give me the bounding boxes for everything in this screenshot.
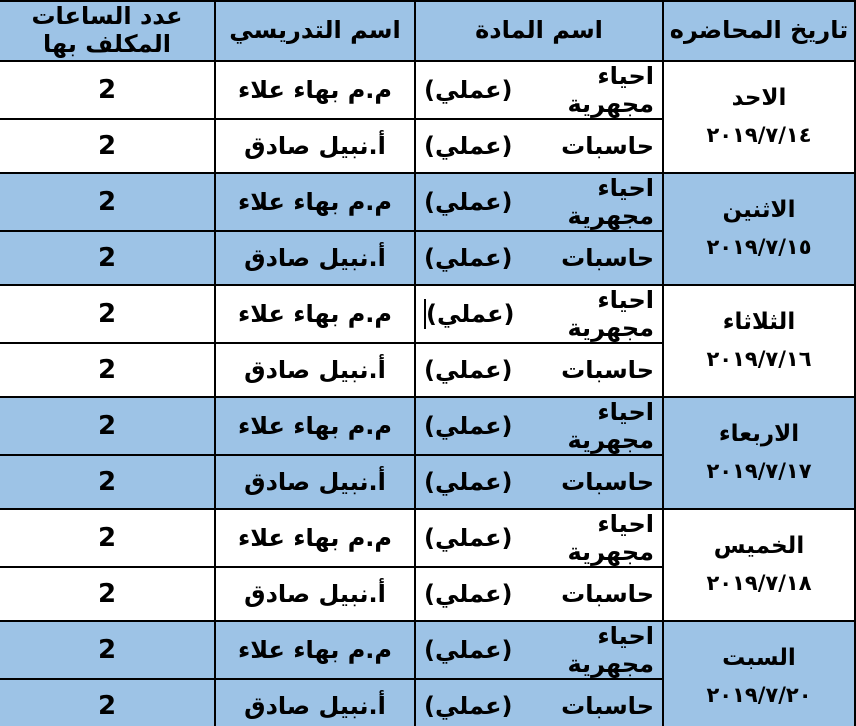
subject-name: حاسبات bbox=[561, 244, 654, 272]
table-row bbox=[0, 509, 855, 567]
subject-cell[interactable] bbox=[415, 173, 663, 231]
date-cell-thursday[interactable] bbox=[663, 509, 855, 621]
subject-cell[interactable] bbox=[415, 119, 663, 173]
instructor-cell[interactable]: م.م بهاء علاء bbox=[215, 397, 415, 455]
date-value: ٢٠١٩/٧/١٦ bbox=[706, 347, 812, 372]
table-row bbox=[0, 621, 855, 679]
session-type: (عملي) bbox=[424, 356, 513, 384]
session-type: (عملي) bbox=[424, 132, 513, 160]
date-cell-saturday[interactable] bbox=[663, 621, 855, 726]
instructor-cell[interactable]: أ.نبيل صادق bbox=[215, 119, 415, 173]
date-cell-wednesday[interactable] bbox=[663, 397, 855, 509]
hours-cell[interactable]: 2 bbox=[0, 397, 215, 455]
session-type: (عملي) bbox=[424, 636, 513, 664]
subject-cell[interactable] bbox=[415, 285, 663, 343]
subject-cell[interactable] bbox=[415, 621, 663, 679]
subject-cell[interactable] bbox=[415, 567, 663, 621]
session-type: (عملي) bbox=[426, 300, 515, 328]
instructor-cell[interactable]: م.م بهاء علاء bbox=[215, 285, 415, 343]
date-value: ٢٠١٩/٧/٢٠ bbox=[706, 683, 812, 708]
subject-name: حاسبات bbox=[561, 692, 654, 720]
hours-cell[interactable]: 2 bbox=[0, 343, 215, 397]
instructor-cell[interactable]: أ.نبيل صادق bbox=[215, 231, 415, 285]
day-name: الثلاثاء bbox=[722, 309, 796, 336]
instructor-cell[interactable]: م.م بهاء علاء bbox=[215, 509, 415, 567]
hours-cell[interactable]: 2 bbox=[0, 455, 215, 509]
session-type: (عملي) bbox=[424, 580, 513, 608]
session-type: (عملي) bbox=[424, 412, 513, 440]
subject-cell[interactable] bbox=[415, 509, 663, 567]
date-value: ٢٠١٩/٧/١٥ bbox=[706, 235, 812, 260]
day-name: الخميس bbox=[713, 533, 805, 560]
session-type: (عملي) bbox=[424, 244, 513, 272]
date-value: ٢٠١٩/٧/١٤ bbox=[706, 123, 812, 148]
instructor-cell[interactable]: أ.نبيل صادق bbox=[215, 679, 415, 726]
session-type: (عملي) bbox=[424, 468, 513, 496]
subject-name: حاسبات bbox=[561, 132, 654, 160]
header-subject[interactable]: اسم المادة bbox=[415, 1, 663, 61]
hours-cell[interactable]: 2 bbox=[0, 173, 215, 231]
instructor-cell[interactable]: أ.نبيل صادق bbox=[215, 343, 415, 397]
hours-cell[interactable]: 2 bbox=[0, 509, 215, 567]
header-row bbox=[0, 1, 855, 61]
subject-name: حاسبات bbox=[561, 468, 654, 496]
instructor-cell[interactable]: م.م بهاء علاء bbox=[215, 173, 415, 231]
subject-cell[interactable] bbox=[415, 61, 663, 119]
hours-cell[interactable]: 2 bbox=[0, 231, 215, 285]
date-cell-tuesday[interactable] bbox=[663, 285, 855, 397]
day-name: السبت bbox=[722, 645, 796, 672]
instructor-cell[interactable]: م.م بهاء علاء bbox=[215, 621, 415, 679]
subject-name: احياء مجهرية bbox=[567, 622, 654, 678]
text-cursor bbox=[424, 299, 426, 329]
table-row bbox=[0, 173, 855, 231]
hours-cell[interactable]: 2 bbox=[0, 679, 215, 726]
hours-cell[interactable]: 2 bbox=[0, 119, 215, 173]
instructor-cell[interactable]: أ.نبيل صادق bbox=[215, 567, 415, 621]
date-value: ٢٠١٩/٧/١٧ bbox=[706, 459, 812, 484]
subject-cell[interactable] bbox=[415, 455, 663, 509]
subject-name: احياء مجهرية bbox=[567, 398, 654, 454]
header-instructor[interactable]: اسم التدريسي bbox=[215, 1, 415, 61]
hours-cell[interactable]: 2 bbox=[0, 61, 215, 119]
table-row bbox=[0, 61, 855, 119]
header-date[interactable]: تاريخ المحاضره bbox=[663, 1, 855, 61]
date-value: ٢٠١٩/٧/١٨ bbox=[706, 571, 812, 596]
session-type: (عملي) bbox=[424, 524, 513, 552]
date-cell-monday[interactable] bbox=[663, 173, 855, 285]
day-name: الاحد bbox=[731, 85, 787, 112]
table-row bbox=[0, 397, 855, 455]
table-row bbox=[0, 285, 855, 343]
subject-cell[interactable] bbox=[415, 679, 663, 726]
session-type: (عملي) bbox=[424, 692, 513, 720]
subject-name: احياء مجهرية bbox=[567, 286, 654, 342]
subject-cell[interactable] bbox=[415, 343, 663, 397]
session-type: (عملي) bbox=[424, 188, 513, 216]
header-hours[interactable]: عدد الساعات المكلف بها bbox=[0, 1, 215, 61]
subject-name: احياء مجهرية bbox=[567, 62, 654, 118]
day-name: الاثنين bbox=[722, 197, 796, 224]
date-cell-sunday[interactable] bbox=[663, 61, 855, 173]
subject-name: حاسبات bbox=[561, 580, 654, 608]
hours-cell[interactable]: 2 bbox=[0, 285, 215, 343]
instructor-cell[interactable]: أ.نبيل صادق bbox=[215, 455, 415, 509]
subject-name: احياء مجهرية bbox=[567, 174, 654, 230]
subject-name: حاسبات bbox=[561, 356, 654, 384]
session-type: (عملي) bbox=[424, 76, 513, 104]
hours-cell[interactable]: 2 bbox=[0, 621, 215, 679]
subject-cell[interactable] bbox=[415, 231, 663, 285]
subject-name: احياء مجهرية bbox=[567, 510, 654, 566]
day-name: الاربعاء bbox=[718, 421, 800, 448]
subject-cell[interactable] bbox=[415, 397, 663, 455]
instructor-cell[interactable]: م.م بهاء علاء bbox=[215, 61, 415, 119]
hours-cell[interactable]: 2 bbox=[0, 567, 215, 621]
